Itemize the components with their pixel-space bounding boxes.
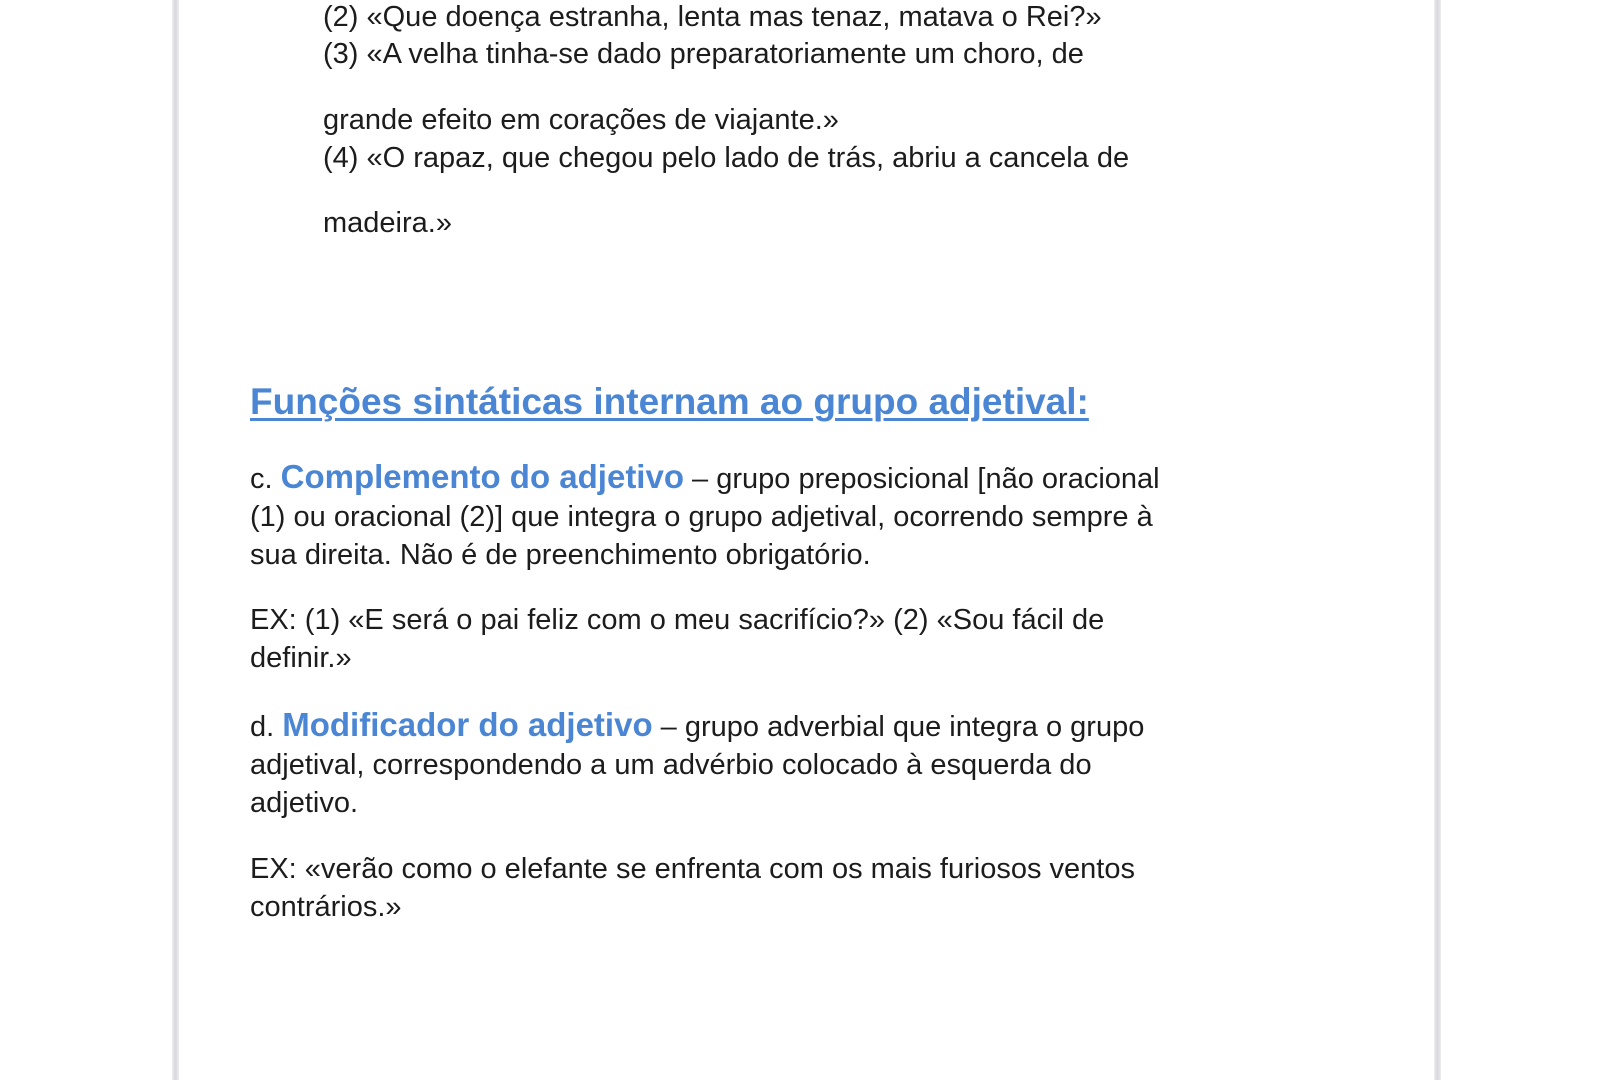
example-line: contrários.» — [250, 891, 402, 923]
term-modificador-do-adjetivo: Modificador do adjetivo — [282, 706, 653, 743]
example-item-4-continuation: madeira.» — [323, 207, 452, 239]
section-heading: Funções sintáticas internam ao grupo adjetival: — [250, 381, 1089, 422]
example-line: EX: (1) «E será o pai feliz com o meu sacrifício?» (2) «Sou fácil de — [250, 604, 1105, 636]
definition-modificador — [250, 706, 1330, 822]
definition-complemento — [250, 458, 1330, 574]
definition-line: adjetivo. — [250, 787, 359, 819]
definition-line: sua direita. Não é de preenchimento obrigatório. — [250, 539, 871, 571]
page-left-edge — [172, 0, 179, 1080]
example-item-3: (3) «A velha tinha-se dado preparatoriamente um choro, de — [323, 38, 1084, 70]
definition-text: – grupo preposicional [não oracional — [684, 463, 1160, 495]
example-complemento — [250, 601, 1330, 677]
definition-first-line — [250, 706, 1330, 746]
example-line: definir.» — [250, 642, 352, 674]
example-line: EX: «verão como o elefante se enfrenta com os mais furiosos ventos — [250, 853, 1135, 885]
example-modificador — [250, 850, 1330, 926]
item-letter: d. — [250, 711, 275, 743]
example-item-2: (2) «Que doença estranha, lenta mas tenaz, matava o Rei?» — [323, 1, 1102, 33]
item-letter: c. — [250, 463, 273, 495]
example-item-3-continuation: grande efeito em corações de viajante.» — [323, 104, 839, 136]
term-complemento-do-adjetivo: Complemento do adjetivo — [280, 458, 684, 495]
example-item-4: (4) «O rapaz, que chegou pelo lado de trás, abriu a cancela de — [323, 142, 1130, 174]
definition-line: adjetival, correspondendo a um advérbio colocado à esquerda do — [250, 749, 1092, 781]
definition-first-line — [250, 458, 1330, 498]
definition-text: – grupo adverbial que integra o grupo — [652, 711, 1145, 743]
definition-line: (1) ou oracional (2)] que integra o grupo adjetival, ocorrendo sempre à — [250, 501, 1153, 533]
page-right-edge — [1434, 0, 1441, 1080]
